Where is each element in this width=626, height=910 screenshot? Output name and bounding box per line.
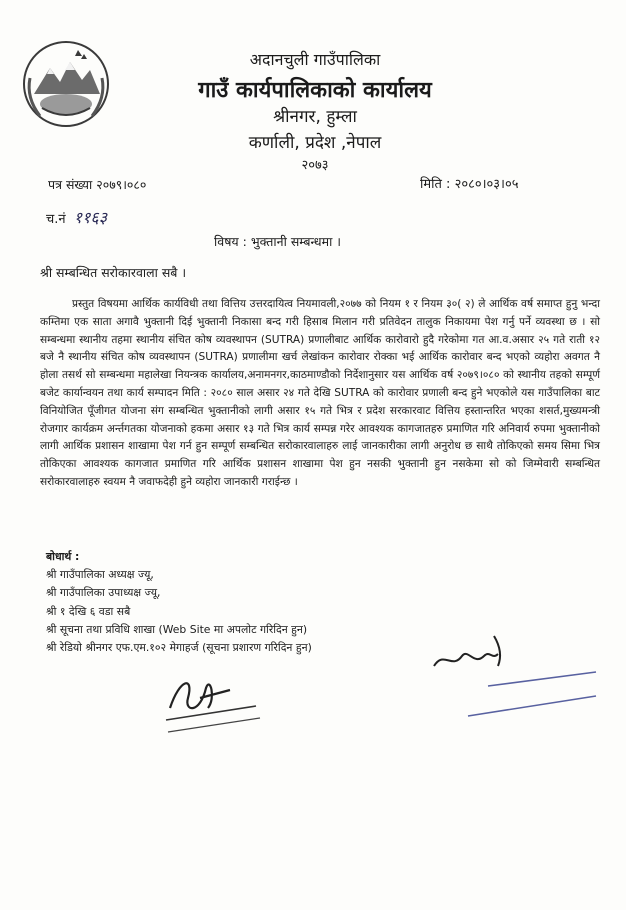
office-name: गाउँ कार्यपालिकाको कार्यालय <box>198 78 432 103</box>
letter-body <box>40 296 600 492</box>
accountant-signature <box>160 668 280 738</box>
letter-subject: विषय : भुक्तानी सम्बन्धमा । <box>214 234 342 249</box>
cc-title: बोधार्थ : <box>46 550 80 563</box>
office-address: श्रीनगर, हुम्ला <box>273 107 357 127</box>
nepal-emblem-logo <box>20 38 112 130</box>
dispatch-value: ११६३ <box>73 208 108 227</box>
reference-number: पत्र संख्या २०७९।०८० <box>48 177 147 192</box>
body-paragraph: प्रस्तुत विषयमा आर्थिक कार्यविधी तथा वित्तिय उत्तरदायित्व नियमावली,२०७७ को नियम १ र नियम ३०( २) ले आर्थिक वर्ष समाप्त हुनु भन्दा कम्तिमा एक साता अगावै भुक्तानी दिई भुक्तानी निकासा बन्द गरी हिसाब मिलान गरी प्रतिवेदन तालुक निकायमा पेश गर्नु पर्ने व्यवस्था छ । सो सम्बन्धमा स्थानीय तहमा स्थानीय संचित कोष व्यवस्थापन (SUTRA) प्रणालीबाट आर्थिक कारोवारो हुदै गरेकोमा गत आ.व.असार २५ गते राती १२ बजे नै स्थानीय संचित कोष व्यवस्थापन (SUTRA) प्रणालीमा खर्च लेखांकन कारोवार रोक्का भई आर्थिक कारोवार बन्द भएको व्यहोरा अवगत नै होला तसर्थ सो सम्बन्धमा महालेखा नियन्त्रक कार्यालय,अनामनगर,काठमाण्डौको निर्देशानुसार यस आर्थिक वर्ष २०७९।०८० को स्थानीय तहको सम्पूर्ण बजेट कार्यान्वयन तथा कार्य सम्पादन मिति : २०८० साल असार २४ गते देखि SUTRA को कारोवार प्रणाली बन्द हुने भएकोले यस गाउँपालिका बाट विनियोजित पूँजीगत योजना संग सम्बन्धित भुक्तानीको लागी असार १५ गते भित्र र प्रदेश सरकारवाट वित्तिय हस्तान्तरित भएका शसर्त,मुख्यमन्त्री रोजगार कार्यक्रम अर्न्तगतका योजनाको हकमा असार १३ गते भित्र कार्य सम्पन्न गरेर आवश्यक कागजातहरु प्रमाणित गरि अनिवार्य रुपमा भुक्तानीको लागी आर्थिक प्रशासन शाखामा पेश गर्न हुन सम्पूर्ण सम्बन्धित सरोकारवालाहरु लाई जानकारीका लागी अनुरोध छ साथै तोकिएको समय सिमा भित्र तोकिएका आवश्यक कागजात प्रमाणित गरि आर्थिक प्रशासन शाखामा पेश हुन नसकी भुक्तानी हुन नसकेमा सो को जिम्मेवारी सम्बन्धित सरोकारवालाहरु स्वयम नै जवाफदेही हुने व्यहोरा जानकारी गराईन्छ । <box>40 298 600 488</box>
chief-admin-signature <box>428 626 598 736</box>
dispatch-number <box>46 206 107 228</box>
cc-item: श्री गाउँपालिका उपाध्यक्ष ज्यू, <box>46 586 161 600</box>
municipality-name: अदानचुली गाउँपालिका <box>249 50 381 69</box>
cc-item: श्री रेडियो श्रीनगर एफ.एम.१०२ मेगाहर्ज (सूचना प्रशारण गरिदिन हुन) <box>46 641 312 655</box>
cc-item: श्री सूचना तथा प्रविधि शाखा (Web Site मा अपलोट गरिदिन हुन) <box>46 622 308 636</box>
office-province: कर्णाली, प्रदेश ,नेपाल <box>248 133 382 153</box>
established-year: २०७३ <box>301 158 329 173</box>
cc-item: श्री गाउँपालिका अध्यक्ष ज्यू, <box>46 568 154 582</box>
cc-list <box>46 548 406 657</box>
dispatch-label: च.नं <box>46 212 66 227</box>
letter-date: मिति : २०८०।०३।०५ <box>420 177 519 192</box>
cc-item: श्री १ देखि ६ वडा सबै <box>46 604 131 618</box>
letter-salutation: श्री सम्बन्धित सरोकारवाला सबै । <box>40 265 187 280</box>
